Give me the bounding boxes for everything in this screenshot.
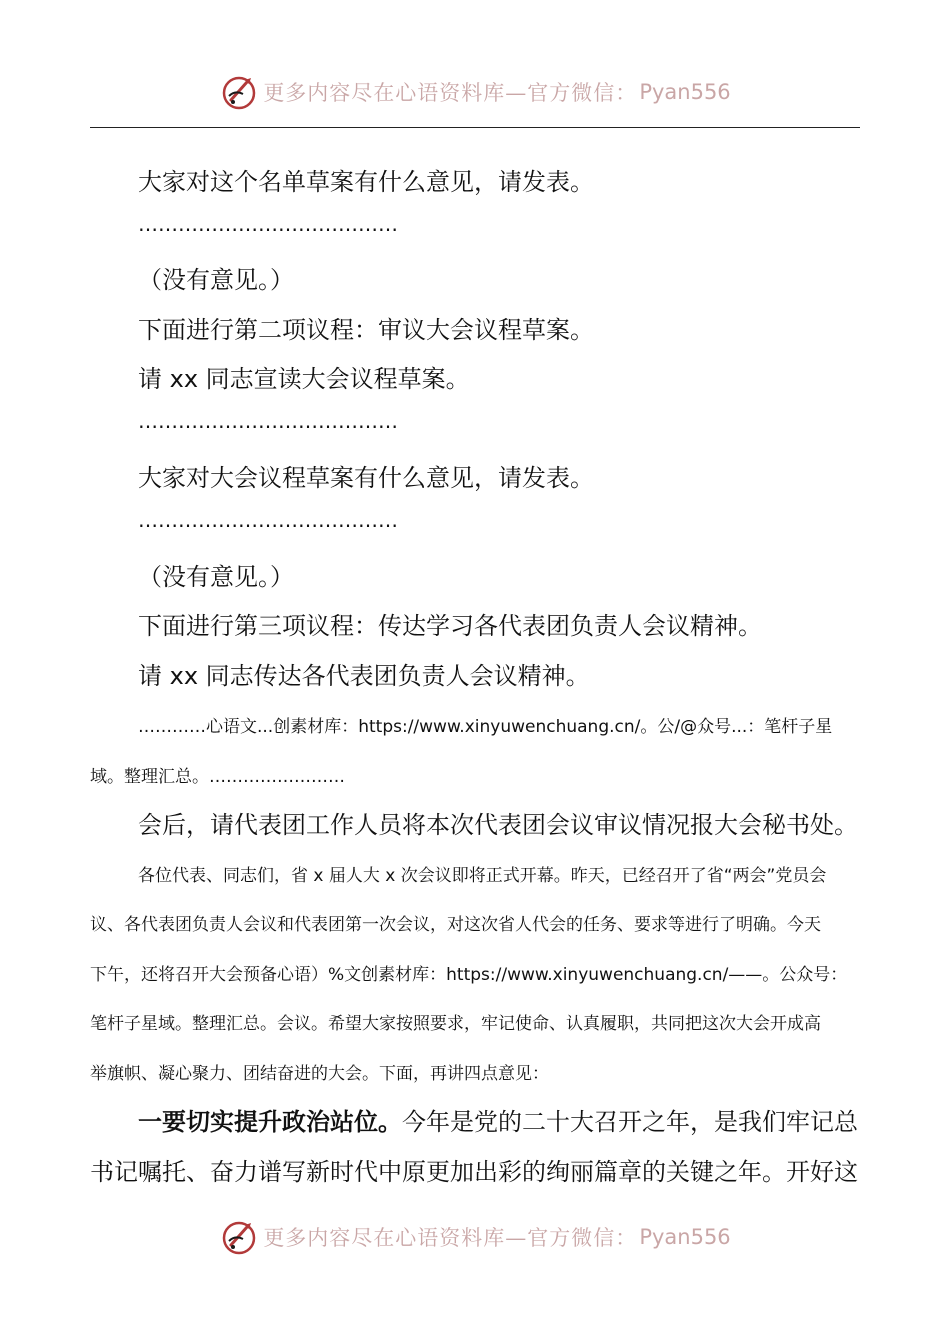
page-header <box>0 67 950 117</box>
body-line: （没有意见。） <box>138 266 294 294</box>
paragraph-line: 各位代表、同志们，省 x 届人大 x 次会议即将正式开幕。昨天，已经召开了省“两会”党员会 <box>138 866 827 886</box>
point-one-heading: 一要切实提升政治站位。 <box>138 1108 402 1136</box>
body-line: 请 xx 同志传达各代表团负责人会议精神。 <box>138 662 590 690</box>
paragraph-line: 下午，还将召开大会预备心语）%文创素材库：https://www.xinyuwenchuang.cn/——。公众号： <box>90 965 848 985</box>
body-line: 请 xx 同志宣读大会议程草案。 <box>138 365 470 393</box>
body-line: 会后，请代表团工作人员将本次代表团会议审议情况报大会秘书处。 <box>138 811 858 839</box>
pen-logo-icon <box>219 1217 259 1257</box>
header-divider <box>90 127 860 128</box>
body-line: 书记嘱托、奋力谱写新时代中原更加出彩的绚丽篇章的关键之年。开好这 <box>90 1158 858 1186</box>
pen-logo-icon <box>219 72 259 112</box>
paragraph-line: 举旗帜、凝心聚力、团结奋进的大会。下面，再讲四点意见： <box>90 1064 549 1084</box>
point-one-line <box>138 1102 858 1137</box>
footer-brand-text: 更多内容尽在心语资料库—官方微信： <box>263 1226 638 1250</box>
ellipsis-line: ………………………………… <box>138 409 398 433</box>
point-one-text: 今年是党的二十大召开之年，是我们牢记总 <box>402 1108 858 1136</box>
page-footer <box>0 1212 950 1262</box>
body-line: 大家对这个名单草案有什么意见，请发表。 <box>138 168 594 196</box>
paragraph-line: 笔杆子星域。整理汇总。会议。希望大家按照要求，牢记使命、认真履职，共同把这次大会开成高 <box>90 1014 821 1034</box>
footer-wechat-id: Pyan556 <box>639 1225 731 1249</box>
header-brand-text: 更多内容尽在心语资料库—官方微信： <box>263 81 638 105</box>
body-line: 大家对大会议程草案有什么意见，请发表。 <box>138 464 594 492</box>
header-wechat-id: Pyan556 <box>639 80 731 104</box>
ellipsis-line: ………………………………… <box>138 212 398 236</box>
body-line: 下面进行第二项议程：审议大会议程草案。 <box>138 316 594 344</box>
ellipsis-line: ………………………………… <box>138 508 398 532</box>
body-line: 下面进行第三项议程：传达学习各代表团负责人会议精神。 <box>138 612 762 640</box>
paragraph-line: 议、各代表团负责人会议和代表团第一次会议，对这次省人代会的任务、要求等进行了明确。今天 <box>90 915 821 935</box>
watermark-notice: …………心语文...创素材库：https://www.xinyuwenchuang.cn/。公/@众号...：笔杆子星 <box>138 717 833 737</box>
watermark-notice: 域。整理汇总。…………………… <box>90 767 345 787</box>
body-line: （没有意见。） <box>138 563 294 591</box>
